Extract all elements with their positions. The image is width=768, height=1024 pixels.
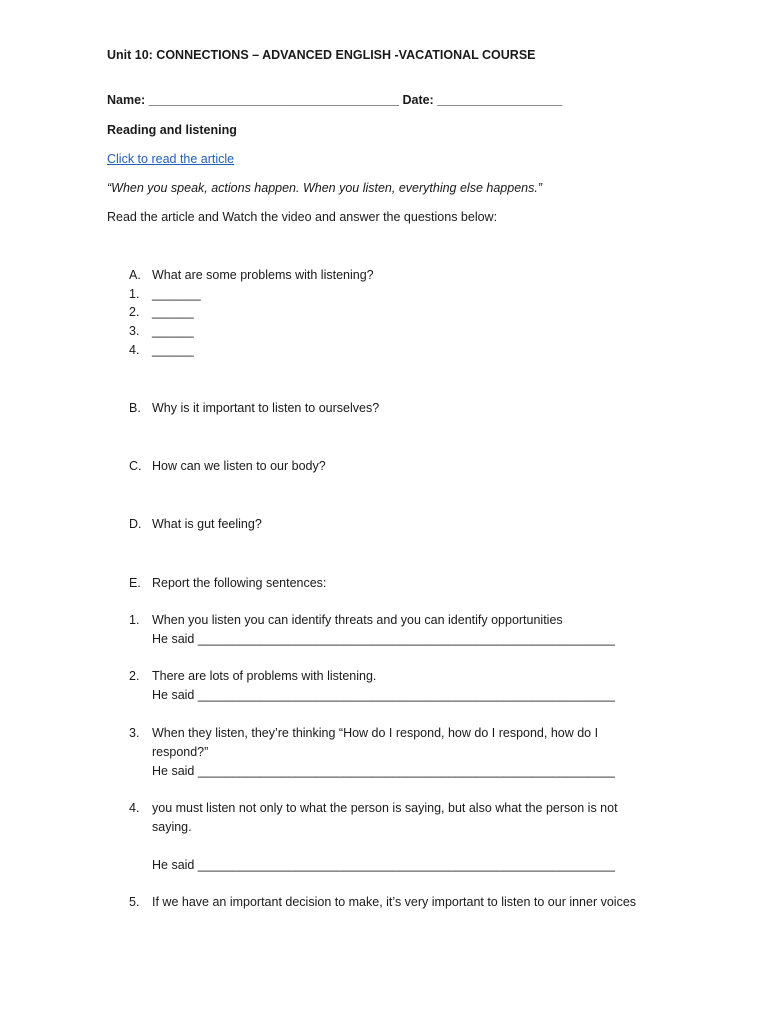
question-c-text: How can we listen to our body?	[152, 459, 326, 473]
report-sentence: When they listen, they’re thinking “How do I respond, how do I respond, how do I	[152, 726, 599, 740]
report-item-marker: 3.	[129, 726, 140, 740]
he-said-line: He said ____________________________________________________________	[152, 858, 615, 872]
report-sentence-continued: saying.	[152, 820, 192, 834]
report-sentence-continued: respond?”	[152, 745, 209, 759]
name-blank: ____________________________________	[148, 93, 399, 107]
report-sentence: There are lots of problems with listening.	[152, 669, 377, 683]
question-a-text: What are some problems with listening?	[152, 268, 374, 282]
list-item-marker: 2.	[129, 305, 140, 319]
report-sentence: When you listen you can identify threats and you can identify opportunities	[152, 613, 563, 627]
question-b-marker: B.	[129, 401, 141, 415]
report-item-marker: 4.	[129, 801, 140, 815]
list-item-marker: 4.	[129, 343, 140, 357]
date-blank: __________________	[437, 93, 563, 107]
article-link[interactable]: Click to read the article	[107, 152, 235, 166]
report-sentence: If we have an important decision to make, it’s very important to listen to our inner voices	[152, 895, 637, 909]
answer-blank: ______	[152, 305, 194, 319]
question-e-text: Report the following sentences:	[152, 576, 327, 590]
he-said-line: He said ____________________________________________________________	[152, 632, 615, 646]
question-d-marker: D.	[129, 517, 142, 531]
question-d-text: What is gut feeling?	[152, 517, 262, 531]
name-line	[107, 91, 562, 109]
question-a-marker: A.	[129, 268, 141, 282]
date-label: Date:	[402, 93, 434, 107]
question-c-marker: C.	[129, 459, 142, 473]
name-label: Name:	[107, 93, 146, 107]
report-item-marker: 1.	[129, 613, 140, 627]
instructions: Read the article and Watch the video and answer the questions below:	[107, 210, 498, 224]
question-b-text: Why is it important to listen to ourselves?	[152, 401, 380, 415]
worksheet-title: Unit 10: CONNECTIONS – ADVANCED ENGLISH -VACATIONAL COURSE	[107, 48, 536, 62]
section-heading: Reading and listening	[107, 123, 237, 137]
answer-blank: ______	[152, 324, 194, 338]
he-said-line: He said ____________________________________________________________	[152, 764, 615, 778]
list-item-marker: 1.	[129, 287, 140, 301]
answer-blank: ______	[152, 343, 194, 357]
report-sentence: you must listen not only to what the person is saying, but also what the person is not	[152, 801, 618, 815]
quote: “When you speak, actions happen. When you listen, everything else happens.”	[107, 181, 542, 195]
answer-blank: _______	[152, 287, 201, 301]
report-item-marker: 2.	[129, 669, 140, 683]
question-e-marker: E.	[129, 576, 141, 590]
he-said-line: He said ____________________________________________________________	[152, 688, 615, 702]
report-item-marker: 5.	[129, 895, 140, 909]
list-item-marker: 3.	[129, 324, 140, 338]
